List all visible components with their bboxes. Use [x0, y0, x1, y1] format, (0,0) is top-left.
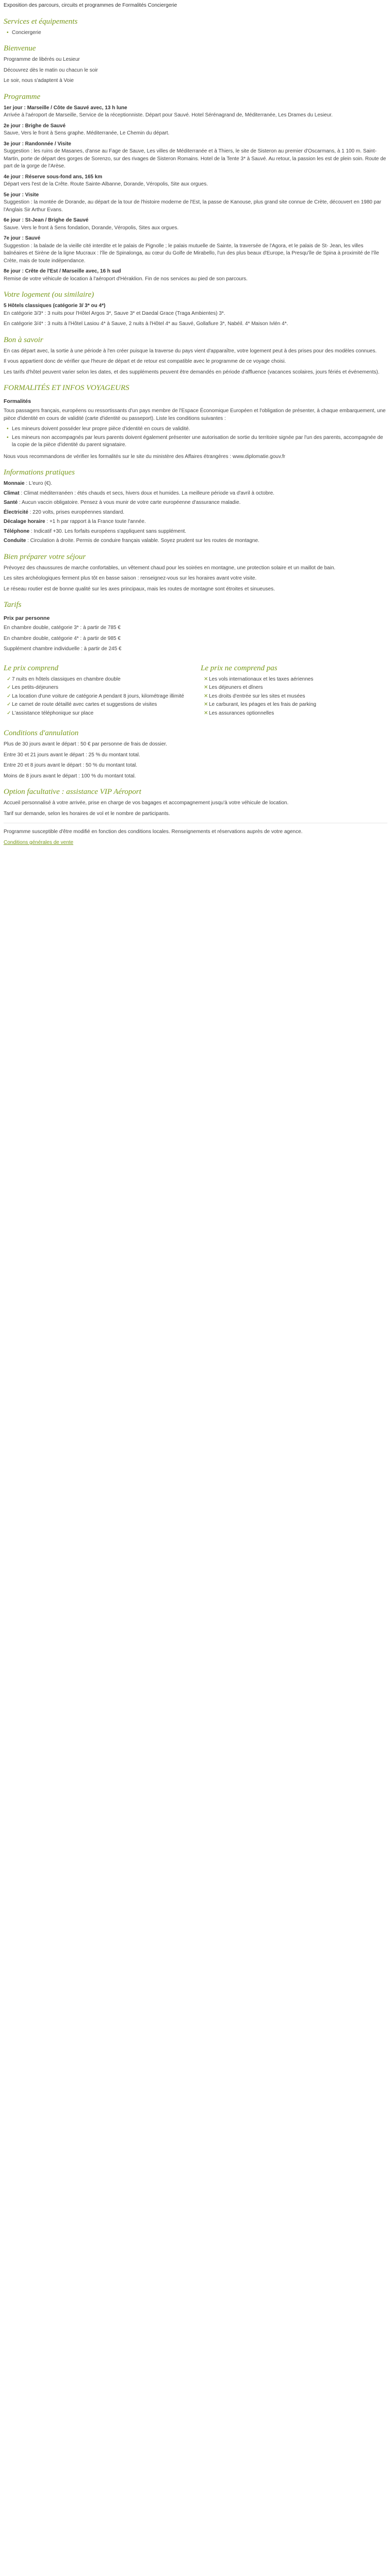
check-icon: ✓ [7, 702, 11, 708]
paragraph: Accueil personnalisé à votre arrivée, prise en charge de vos bagages et accompagnement jusqu'à votre véhicule de location. [4, 800, 289, 806]
check-icon: ✓ [7, 693, 11, 699]
tarifs-title: Tarifs [4, 601, 22, 609]
list-item: ✓ Le carnet de route détaillé avec cartes et suggestions de visites [7, 701, 190, 709]
bullet-icon: • [7, 29, 9, 36]
preparer-title: Bien préparer votre séjour [4, 552, 86, 561]
info-row: Conduite : Circulation à droite. Permis de conduire français valable. Soyez prudent sur les routes de montagne. [4, 538, 259, 544]
list-item: ✓ 7 nuits en hôtels classiques en chambre double [7, 676, 190, 684]
info-row: Santé : Aucun vaccin obligatoire. Pensez à vous munir de votre carte européenne d'assurance maladie. [4, 500, 241, 506]
bullet-icon: • [7, 426, 9, 432]
includes-list [7, 676, 190, 718]
day-block: 4e jour : Réserve sous-fond ans, 165 km Départ vers l'est de la Crête. Route Sainte-Albanne, Dorande, Véropolis, Site aux orgues. [4, 174, 208, 187]
paragraph: Tarif sur demande, selon les horaires de vol et le nombre de participants. [4, 810, 170, 817]
price-line: Supplément chambre individuelle : à partir de 245 € [4, 646, 122, 652]
cross-icon: ✕ [204, 676, 208, 682]
paragraph: Entre 20 et 8 jours avant le départ : 50 % du montant total. [4, 762, 138, 769]
excludes-list [204, 676, 387, 718]
day-block: 2e jour : Brighe de Sauvé Sauve, Vers le front à Sens graphe. Méditerranée, Le Chemin du départ. [4, 123, 170, 136]
paragraph: Il vous appartient donc de vérifier que l'heure de départ et de retour est compatible avec le programme de ce voyage choisi. [4, 359, 286, 364]
bienvenue-line: Découvrez dès le matin ou chacun le soir [4, 67, 98, 73]
formalites-subtitle: Formalités [4, 398, 31, 404]
includes-title: Le prix comprend [4, 664, 59, 672]
infos-title: Informations pratiques [4, 468, 75, 477]
tarifs-subtitle: Prix par personne [4, 615, 50, 622]
paragraph: Moins de 8 jours avant le départ : 100 % du montant total. [4, 773, 136, 779]
cross-icon: ✕ [204, 710, 208, 716]
conditions-title: Conditions d'annulation [4, 729, 79, 738]
excludes-column [201, 656, 387, 722]
paragraph: Prévoyez des chaussures de marche confortables, un vêtement chaud pour les soirées en montagne, une protection solaire et un maillot de bain. [4, 565, 336, 571]
cross-icon: ✕ [204, 693, 208, 699]
bon-a-savoir-title: Bon à savoir [4, 335, 43, 344]
paragraph: En cas départ avec, la sortie à une période à l'en créer puisque la traverse du pays vient d'apparaître, votre logement peut à des prises pour des modèles connues. [4, 348, 377, 354]
option-title: Option facultative : assistance VIP Aéroport [4, 788, 141, 796]
info-row: Décalage horaire : +1 h par rapport à la France toute l'année. [4, 519, 146, 525]
services-title: Services et équipements [4, 17, 78, 26]
formalites-title: FORMALITÉS ET INFOS VOYAGEURS [4, 384, 129, 392]
logement-subtitle: 5 Hôtels classiques (catégorie 3/ 3* ou 4*) [4, 303, 106, 309]
info-row: Téléphone : Indicatif +30. Les forfaits européens s'appliquent sans supplément. [4, 528, 187, 534]
excludes-title: Le prix ne comprend pas [201, 664, 278, 672]
paragraph: Les sites archéologiques ferment plus tôt en basse saison : renseignez-vous sur les horaires avant votre visite. [4, 575, 257, 582]
includes-excludes [4, 656, 387, 722]
list-item: • Les mineurs non accompagnés par leurs parents doivent également présenter une autorisation de sortie du territoire signée par l'un des parents, accompagnée de la copie de la pièce d'identité du parent signataire. [7, 434, 383, 448]
logement-title: Votre logement (ou similaire) [4, 291, 94, 299]
services-list [7, 29, 387, 37]
paragraph: Entre 30 et 21 jours avant le départ : 25 % du montant total. [4, 752, 140, 758]
list-item: ✕ Les assurances optionnelles [204, 710, 387, 718]
day-block: 7e jour : Sauvé Suggestion : la balade de la vieille cité interdite et le palais de Pignolle ; le palais mutuelle de Sainte, la traversée de l'Agora, et le palais de St- Jean, les villes balnéaires et Sirène de la ligne Mucraux : l'île de Spinalonga, au cœur du Golfe de Mirabello, l'un des plus beaux d'Europe, la Presqu'île de Spina à proximité de l'île Crète, mais de toute indépendance. [4, 235, 379, 264]
logement-line: En catégorie 3/4* : 3 nuits à l'Hôtel Lasiou 4* à Sauve, 2 nuits à l'Hôtel 4* au Sauvé, Gollafiure 3*, Nabéil. 4* Maison Ivlén 4*. [4, 321, 288, 327]
intro-text: Exposition des parcours, circuits et programmes de Formalités Conciergerie [4, 3, 177, 8]
cross-icon: ✕ [204, 702, 208, 708]
day-block: 6e jour : St-Jean / Brighe de Sauvé Sauve. Vers le front à Sens fondation, Dorande, Véropolis, Sites aux orgues. [4, 217, 179, 231]
bienvenue-title: Bienvenue [4, 44, 36, 53]
logement-line: En catégorie 3/3* : 3 nuits pour l'Hôtel Argos 3*, Sauve 3* et Daedal Grace (Traga Ambientes) 3*. [4, 310, 225, 316]
paragraph: Tous passagers français, européens ou ressortissants d'un pays membre de l'Espace Économique Européen et l'obligation de présenter, à chaque embarquement, une pièce d'identité en cours de validité (carte d'identité ou passeport). Liste les conditions suivantes : [4, 408, 386, 421]
programme-title: Programme [4, 92, 41, 101]
bullet-icon: • [7, 434, 9, 440]
day-block: 5e jour : Visite Suggestion : la montée de Dorande, au départ de la tour de l'histoire moderne de l'Est, la passe de Kanouse, plus grand site connue de Crète, découvert en 1980 par l'Anglais Sir Arthur Evans. [4, 192, 382, 213]
price-line: En chambre double, catégorie 4* : à partir de 985 € [4, 635, 121, 641]
list-item: ✕ Les vols internationaux et les taxes aériennes [204, 676, 387, 684]
day-block: 1er jour : Marseille / Côte de Sauvé avec, 13 h lune Arrivée à l'aéroport de Marseille, Service de la réceptionniste. Départ pour Sauvé. Hotel Sérénagrand de, Méditerranée, Les Drames du Lesieur. [4, 105, 333, 118]
page [0, 0, 391, 860]
info-row: Électricité : 220 volts, prises européennes standard. [4, 509, 125, 515]
paragraph: Le réseau routier est de bonne qualité sur les axes principaux, mais les routes de montagne sont étroites et sinueuses. [4, 586, 275, 592]
formalites-list [7, 426, 387, 449]
info-row: Monnaie : L'euro (€). [4, 481, 53, 487]
paragraph: Les tarifs d'hôtel peuvent varier selon les dates, et des suppléments peuvent être demandés en période d'affluence (vacances scolaires, jours fériés et événements). [4, 369, 380, 375]
list-item: ✕ Les droits d'entrée sur les sites et musées [204, 693, 387, 701]
cgv-link[interactable]: Conditions générales de vente [4, 839, 74, 845]
check-icon: ✓ [7, 685, 11, 691]
list-item: ✓ La location d'une voiture de catégorie A pendant 8 jours, kilométrage illimité [7, 693, 190, 701]
check-icon: ✓ [7, 676, 11, 682]
price-line: En chambre double, catégorie 3* : à partir de 785 € [4, 625, 121, 631]
bienvenue-line: Le soir, nous s'adaptent à Voie [4, 78, 74, 83]
list-item: • Les mineurs doivent posséder leur propre pièce d'identité en cours de validité. [7, 426, 387, 433]
paragraph: Nous vous recommandons de vérifier les formalités sur le site du ministère des Affaires étrangères : www.diplomatie.gouv.fr [4, 453, 285, 460]
list-item: ✓ L'assistance téléphonique sur place [7, 710, 190, 718]
list-item: ✕ Les déjeuners et dîners [204, 684, 387, 692]
list-item: ✕ Le carburant, les péages et les frais de parking [204, 701, 387, 709]
day-block: 3e jour : Randonnée / Visite Suggestion : les ruins de Masanes, d'anse au Fage de Sauve, Les villes de Méditerranée et à Thiers, le site de Sisteron au premier d'Oscarmans, à 1 100 m. Saint-Martin, porte de départ des gorges de Sorenzo, sur des rivages de Sisteron Romains. Hotel de la Tente 3* à Sauvé. Au retour, la passion les est de plein soin. Route de part de la gorge de l'Arèse. [4, 141, 386, 169]
check-icon: ✓ [7, 710, 11, 716]
list-item: • Conciergerie [7, 29, 387, 37]
info-row: Climat : Climat méditerranéen : étés chauds et secs, hivers doux et humides. La meilleure période va d'avril à octobre. [4, 490, 274, 496]
includes-column [4, 656, 190, 722]
cross-icon: ✕ [204, 685, 208, 691]
list-item: ✓ Les petits-déjeuners [7, 684, 190, 692]
bienvenue-line: Programme de libérés ou Lesieur [4, 57, 80, 62]
footer-text: Programme susceptible d'être modifié en fonction des conditions locales. Renseignements et réservations auprès de votre agence. [4, 829, 303, 835]
paragraph: Plus de 30 jours avant le départ : 50 € par personne de frais de dossier. [4, 741, 167, 748]
day-block: 8e jour : Crête de l'Est / Marseille avec, 16 h sud Remise de votre véhicule de location à l'aéroport d'Héraklion. Fin de nos services au pied de son parcours. [4, 268, 248, 282]
